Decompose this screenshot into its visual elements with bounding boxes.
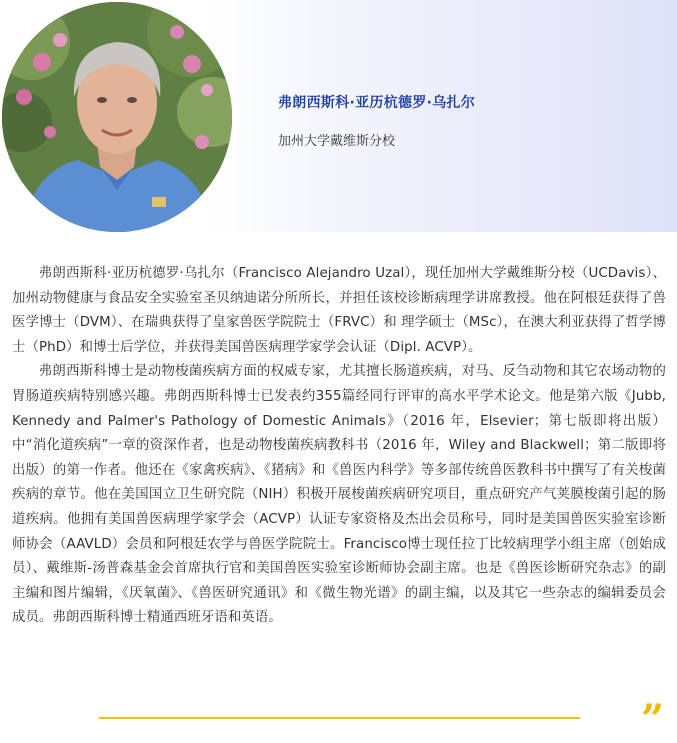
closing-quote-icon: ”: [641, 696, 665, 743]
bio-paragraph: 弗朗西斯科·亚历杭德罗·乌扎尔（Francisco Alejandro Uzal），现任加州大学戴维斯分校（UCDavis）、加州动物健康与食品安全实验室圣贝纳迪诺分所所长，并担任该校诊断病理学讲席教授。他在阿根廷获得了兽医学博士（DVM）、在瑞典获得了皇家兽医学院院士（FRVC）和 理学硕士（MSc），在澳大利亚获得了哲学博士（PhD）和博士后学位，并获得美国兽医病理学家学会认证（Dipl. ACVP）。: [12, 266, 666, 355]
profile-name: 弗朗西斯科·亚历杭德罗·乌扎尔: [278, 95, 476, 111]
portrait-photo-icon: [2, 2, 232, 232]
divider-rule: [99, 717, 580, 719]
profile-affiliation: 加州大学戴维斯分校: [278, 134, 396, 149]
bio-text: [12, 262, 666, 631]
bio-paragraph: 弗朗西斯科博士是动物梭菌疾病方面的权威专家，尤其擅长肠道疾病，对马、反刍动物和其它农场动物的胃肠道疾病特别感兴趣。弗朗西斯科博士已发表约355篇经同行评审的高水平学术论文。他是第六版《Jubb, Kennedy and Palmer's Pathology of Domestic Animals》（2016 年，Elsevier；第七版即将出版）中“消化道疾病”一章的资深作者，也是动物梭菌疾病教科书（2016 年，Wiley and Blackwell；第二版即将出版）的第一作者。他还在《家禽疾病》、《猪病》和《兽医内科学》等多部传统兽医教科书中撰写了有关梭菌疾病的章节。他在美国国立卫生研究院（NIH）积极开展梭菌疾病研究项目，重点研究产气荚膜梭菌引起的肠道疾病。他拥有美国兽医病理学家学会（ACVP）认证专家资格及杰出会员称号，同时是美国兽医实验室诊断师协会（AAVLD）会员和阿根廷农学与兽医学院院士。Francisco博士现任拉丁比较病理学小组主席（创始成员）、戴维斯-汤普森基金会首席执行官和美国兽医实验室诊断师协会副主席。也是《兽医诊断研究杂志》的副主编和图片编辑，《厌氧菌》、《兽医研究通讯》和《微生物光谱》的副主编，以及其它一些杂志的编辑委员会成员。弗朗西斯科博士精通西班牙语和英语。: [12, 364, 666, 626]
